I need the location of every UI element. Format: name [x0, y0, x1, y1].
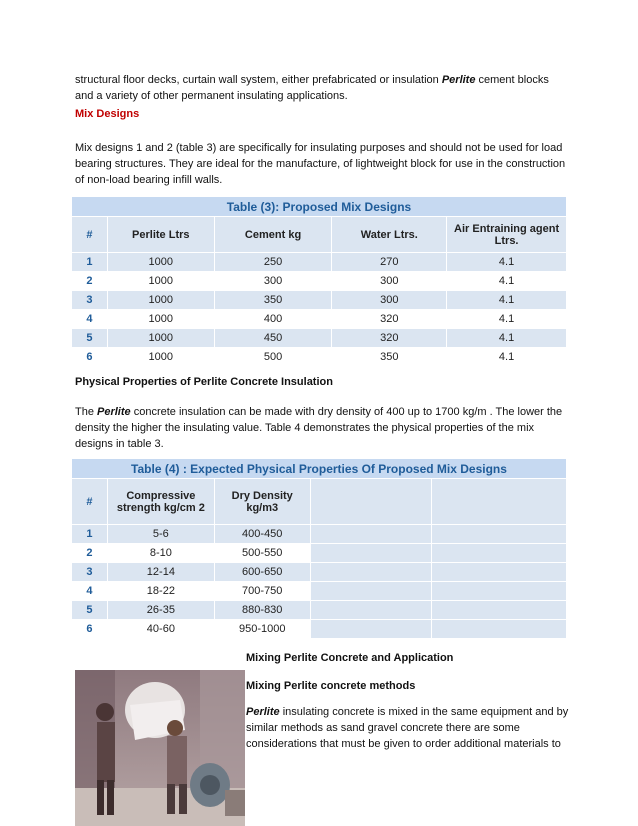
table-cell: 4.1: [447, 348, 567, 367]
empty-cell: [310, 620, 432, 639]
table-cell: 4.1: [447, 272, 567, 291]
row-number: 6: [72, 620, 108, 639]
mix-designs-heading: Mix Designs: [75, 108, 140, 120]
table-cell: 40-60: [107, 620, 214, 639]
table-cell: 270: [332, 253, 447, 272]
empty-cell: [432, 620, 567, 639]
table-row: [72, 310, 567, 329]
table-cell: 5-6: [107, 525, 214, 544]
table-row: [72, 544, 567, 563]
mixing-methods-heading: Mixing Perlite concrete methods: [246, 680, 416, 692]
row-number: 4: [72, 582, 108, 601]
empty-cell: [432, 601, 567, 620]
table-cell: 320: [332, 310, 447, 329]
row-number: 3: [72, 291, 108, 310]
mixing-application-heading: Mixing Perlite Concrete and Application: [246, 652, 454, 664]
row-number: 6: [72, 348, 108, 367]
table-cell: 1000: [107, 329, 214, 348]
table-cell: 1000: [107, 253, 214, 272]
mixing-site-illustration: [75, 670, 245, 826]
table-row: [72, 601, 567, 620]
empty-cell: [432, 582, 567, 601]
empty-cell: [432, 563, 567, 582]
table-row: [72, 620, 567, 639]
table-4-header: Dry Density kg/m3: [214, 479, 310, 525]
table-cell: 400: [214, 310, 332, 329]
table-row: [72, 272, 567, 291]
table-4-header: [432, 479, 567, 525]
row-number: 5: [72, 601, 108, 620]
table-cell: 500-550: [214, 544, 310, 563]
table-cell: 1000: [107, 272, 214, 291]
table-3-header: Water Ltrs.: [332, 217, 447, 253]
row-number: 2: [72, 544, 108, 563]
table-cell: 600-650: [214, 563, 310, 582]
table-cell: 12-14: [107, 563, 214, 582]
row-number: 5: [72, 329, 108, 348]
table-4-caption: Table (4) : Expected Physical Properties Of Proposed Mix Designs: [72, 459, 567, 479]
table-4-header: #: [72, 479, 108, 525]
table-cell: 450: [214, 329, 332, 348]
table-cell: 300: [332, 291, 447, 310]
table-cell: 1000: [107, 291, 214, 310]
table-cell: 26-35: [107, 601, 214, 620]
perlite-emphasis: Perlite: [246, 706, 280, 718]
table-3-header: #: [72, 217, 108, 253]
table-cell: 4.1: [447, 291, 567, 310]
mix-designs-paragraph: Mix designs 1 and 2 (table 3) are specifically for insulating purposes and should not be used for load bearing structures. They are ideal for the manufacture, of lightweight block for use in the construction of non-load bearing infill walls.: [75, 142, 566, 186]
table-cell: 18-22: [107, 582, 214, 601]
table-row: [72, 329, 567, 348]
construction-photo: [75, 670, 245, 826]
empty-cell: [310, 601, 432, 620]
empty-cell: [432, 544, 567, 563]
mixing-paragraph: Perlite insulating concrete is mixed in the same equipment and by similar methods as sand gravel concrete there are some considerations that must be given to order additional materials to: [246, 706, 569, 750]
table-cell: 1000: [107, 310, 214, 329]
table-cell: 350: [332, 348, 447, 367]
table-cell: 350: [214, 291, 332, 310]
physical-properties-paragraph: The Perlite concrete insulation can be made with dry density of 400 up to 1700 kg/m . The lower the density the higher the insulating value. Table 4 demonstrates the physical properties of the mix designs in table 3.: [75, 406, 563, 450]
table-cell: 500: [214, 348, 332, 367]
table-row: [72, 582, 567, 601]
empty-cell: [310, 544, 432, 563]
row-number: 3: [72, 563, 108, 582]
table-cell: 950-1000: [214, 620, 310, 639]
table-cell: 4.1: [447, 329, 567, 348]
table-cell: 300: [332, 272, 447, 291]
table-cell: 250: [214, 253, 332, 272]
table-row: [72, 525, 567, 544]
table-cell: 320: [332, 329, 447, 348]
perlite-emphasis: Perlite: [441, 74, 476, 86]
table-4: [71, 458, 567, 639]
table-3-caption: Table (3): Proposed Mix Designs: [72, 197, 567, 217]
table-4-header: [310, 479, 432, 525]
table-4-header: Compressive strength kg/cm 2: [107, 479, 214, 525]
row-number: 1: [72, 525, 108, 544]
table-cell: 4.1: [447, 310, 567, 329]
row-number: 2: [72, 272, 108, 291]
table-cell: 300: [214, 272, 332, 291]
table-3-header: Air Entraining agent Ltrs.: [447, 217, 567, 253]
physical-properties-heading: Physical Properties of Perlite Concrete Insulation: [75, 376, 333, 388]
table-cell: 1000: [107, 348, 214, 367]
row-number: 4: [72, 310, 108, 329]
table-cell: 4.1: [447, 253, 567, 272]
table-3-header: Perlite Ltrs: [107, 217, 214, 253]
table-cell: 400-450: [214, 525, 310, 544]
table-row: [72, 291, 567, 310]
table-row: [72, 348, 567, 367]
table-row: [72, 563, 567, 582]
table-3-header: Cement kg: [214, 217, 332, 253]
table-cell: 880-830: [214, 601, 310, 620]
empty-cell: [432, 525, 567, 544]
table-3: [71, 196, 567, 367]
intro-paragraph: structural floor decks, curtain wall system, either prefabricated or insulation Perlite cement blocks and a variety of other permanent insulating applications.: [75, 74, 549, 102]
perlite-emphasis: Perlite: [97, 406, 131, 418]
table-cell: 8-10: [107, 544, 214, 563]
table-row: [72, 253, 567, 272]
empty-cell: [310, 582, 432, 601]
empty-cell: [310, 525, 432, 544]
row-number: 1: [72, 253, 108, 272]
empty-cell: [310, 563, 432, 582]
table-cell: 700-750: [214, 582, 310, 601]
